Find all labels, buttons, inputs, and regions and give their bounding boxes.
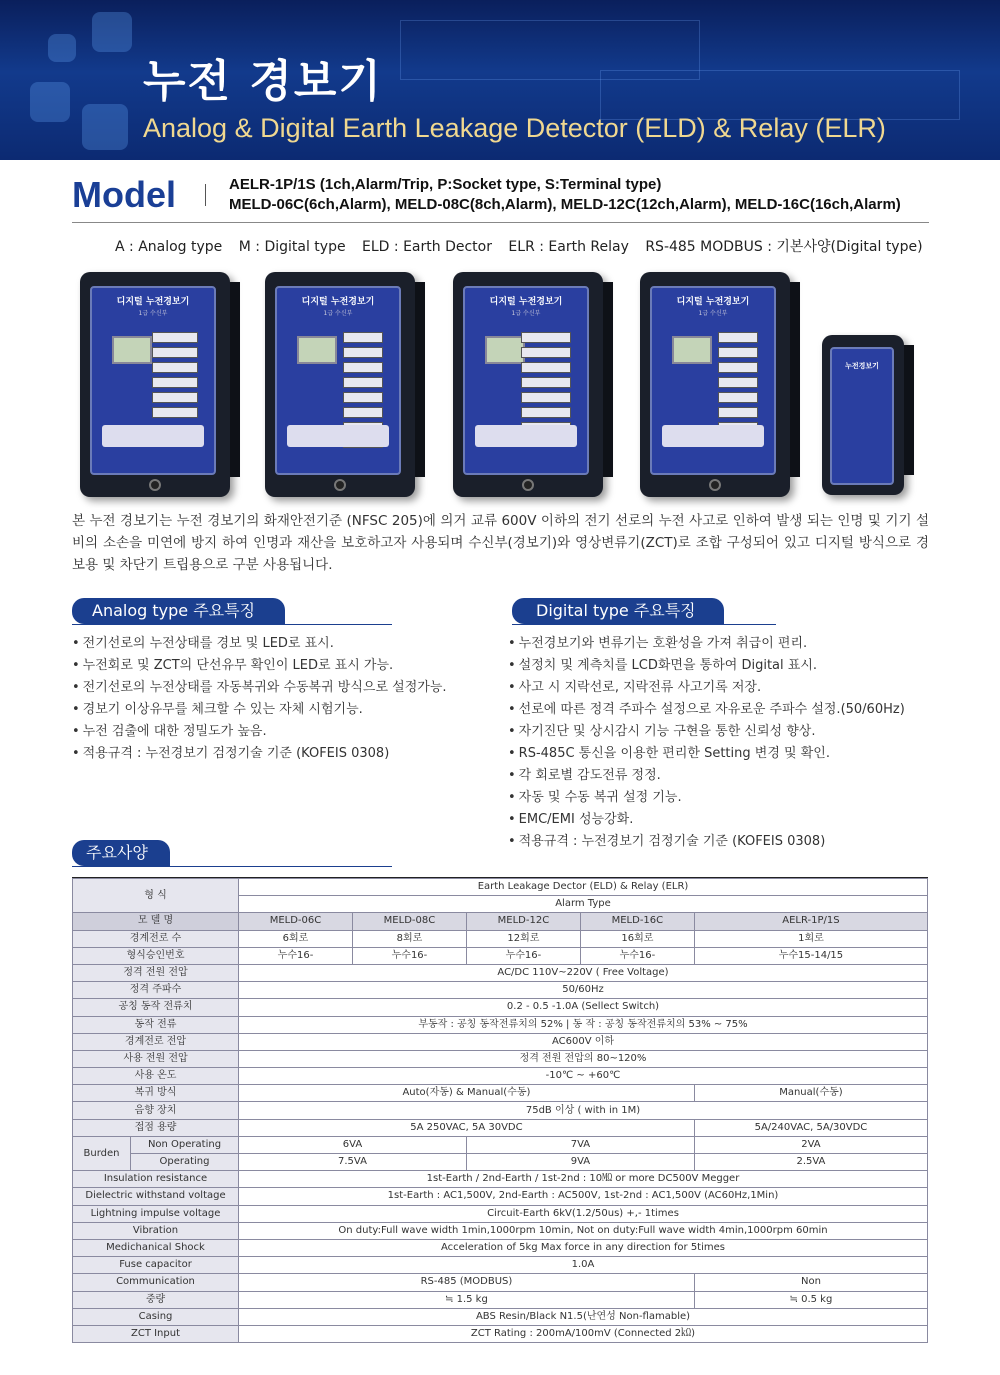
model-rule xyxy=(72,222,929,223)
table-row: Communication RS-485 (MODBUS) Non xyxy=(73,1274,928,1291)
list-item: • 전기선로의 누전상태를 자동복귀와 수동복귀 방식으로 설정가능. xyxy=(72,677,447,699)
row-label: 경계전로 전압 xyxy=(73,1033,239,1050)
table-row: Burden Non Operating 6VA 7VA 2VA xyxy=(73,1136,928,1153)
device-subtitle: 1급 수신부 xyxy=(138,310,168,317)
list-item: • 누전 검출에 대한 정밀도가 높음. xyxy=(72,721,447,743)
channel-keys xyxy=(521,332,571,437)
decor-square xyxy=(30,82,70,122)
row-label: 형식승인번호 xyxy=(73,947,239,964)
model-line-1: AELR-1P/1S (1ch,Alarm/Trip, P:Socket type, S:Terminal type) xyxy=(229,176,662,193)
channel-keys xyxy=(152,332,198,422)
digital-section-header xyxy=(512,598,776,628)
list-item: • 누전경보기와 변류기는 호환성을 가져 취급이 편리. xyxy=(508,633,905,655)
table-row: 음향 장치 75dB 이상 ( with in 1M) xyxy=(73,1102,928,1119)
product-image-meld-16c xyxy=(640,272,790,497)
table-row: 복귀 방식 Auto(자동) & Manual(수동) Manual(수동) xyxy=(73,1085,928,1102)
row-label: 정격 전원 전압 xyxy=(73,964,239,981)
table-row: 사용 온도 -10℃ ~ +60℃ xyxy=(73,1068,928,1085)
lcd-display xyxy=(485,336,525,364)
knob-icon xyxy=(334,479,346,491)
list-item: • 전기선로의 누전상태를 경보 및 LED로 표시. xyxy=(72,633,447,655)
row-label: 형 식 xyxy=(73,879,239,913)
table-row: 경계전로 전압 AC600V 이하 xyxy=(73,1033,928,1050)
lcd-display xyxy=(112,336,152,364)
model-divider xyxy=(205,184,206,206)
list-item: • 각 회로별 감도전류 정정. xyxy=(508,765,905,787)
list-item: • 경보기 이상유무를 체크할 수 있는 자체 시험기능. xyxy=(72,699,447,721)
table-row: 형식승인번호 누수16- 누수16- 누수16- 누수16- 누수15-14/15 xyxy=(73,947,928,964)
table-row: Insulation resistance 1st-Earth / 2nd-Earth / 1st-2nd : 10㏁ or more DC500V Megger xyxy=(73,1171,928,1188)
table-row: Vibration On duty:Full wave width 1min,1000rpm 10min, Not on duty:Full wave width 4min,1000rpm 60min xyxy=(73,1222,928,1239)
device-title: 누전경보기 xyxy=(845,362,879,370)
table-row: 중량 ≒ 1.5 kg ≒ 0.5 kg xyxy=(73,1291,928,1308)
spec-table xyxy=(72,878,928,1343)
row-label: 음향 장치 xyxy=(73,1102,239,1119)
table-row: 사용 전원 전압 정격 전원 전압의 80~120% xyxy=(73,1050,928,1067)
legend-analog: A : Analog type xyxy=(115,239,223,255)
table-row: Operating 7.5VA 9VA 2.5VA xyxy=(73,1154,928,1171)
row-label: 공칭 동작 전류치 xyxy=(73,999,239,1016)
row-label: Burden xyxy=(73,1136,131,1170)
list-item: • 선로에 따른 정격 주파수 설정으로 자유로운 주파수 설정.(50/60Hz) xyxy=(508,699,905,721)
intro-paragraph: 본 누전 경보기는 누전 경보기의 화재안전기준 (NFSC 205)에 의거 교류 600V 이하의 전기 선로의 누전 사고로 인하여 발생 되는 인명 및 기기 설비의 소손을 미연에 방지 하여 인명과 재산을 보호하고자 사용되며 수신부(경보기)와 영상변류기(ZCT)로 조합 구성되어 있고 디지털 방식으로 경보용 및 차단기 트립용으로 구분 사용됩니다. xyxy=(72,513,929,573)
knob-icon xyxy=(709,479,721,491)
table-row: Medichanical Shock Acceleration of 5kg Max force in any direction for 5times xyxy=(73,1239,928,1256)
list-item: • 설정치 및 계측치를 LCD화면을 통하여 Digital 표시. xyxy=(508,655,905,677)
row-label: Insulation resistance xyxy=(73,1171,239,1188)
table-row: 경계전로 수 6회로 8회로 12회로 16회로 1회로 xyxy=(73,930,928,947)
row-label: 정격 주파수 xyxy=(73,982,239,999)
device-title: 디지털 누전경보기 xyxy=(489,297,563,307)
legend-eld: ELD : Earth Dector xyxy=(362,239,492,255)
row-label: Communication xyxy=(73,1274,239,1291)
analog-feature-list xyxy=(72,633,447,765)
table-row: Dielectric withstand voltage 1st-Earth : AC1,500V, 2nd-Earth : AC500V, 1st-2nd : AC1,500V (AC60Hz,1Min) xyxy=(73,1188,928,1205)
button-row xyxy=(102,425,204,447)
lcd-display xyxy=(672,336,712,364)
row-label: 복귀 방식 xyxy=(73,1085,239,1102)
table-row: ZCT Input ZCT Rating : 200mA/100mV (Connected 2㏀) xyxy=(73,1325,928,1342)
analog-heading: Analog type 주요특징 xyxy=(72,598,285,624)
list-item: • 적용규격 : 누전경보기 검정기술 기준 (KOFEIS 0308) xyxy=(72,743,447,765)
knob-icon xyxy=(149,479,161,491)
table-row: Fuse capacitor 1.0A xyxy=(73,1257,928,1274)
model-line-2: MELD-06C(6ch,Alarm), MELD-08C(8ch,Alarm), MELD-12C(12ch,Alarm), MELD-16C(16ch,Alarm) xyxy=(229,196,901,213)
list-item: • 누전회로 및 ZCT의 단선유무 확인이 LED로 표시 가능. xyxy=(72,655,447,677)
device-subtitle: 1급 수신부 xyxy=(698,310,728,317)
row-label: Dielectric withstand voltage xyxy=(73,1188,239,1205)
page-subtitle: Analog & Digital Earth Leakage Detector (ELD) & Relay (ELR) xyxy=(143,113,886,143)
row-label: 사용 온도 xyxy=(73,1068,239,1085)
list-item: • RS-485C 통신을 이용한 편리한 Setting 변경 및 확인. xyxy=(508,743,905,765)
row-label: Vibration xyxy=(73,1222,239,1239)
product-image-aelr-1p xyxy=(822,335,904,495)
device-title: 디지털 누전경보기 xyxy=(301,297,375,307)
row-label: Fuse capacitor xyxy=(73,1257,239,1274)
list-item: • 사고 시 지락선로, 지락전류 사고기록 저장. xyxy=(508,677,905,699)
row-label: Casing xyxy=(73,1308,239,1325)
row-label: 접점 용량 xyxy=(73,1119,239,1136)
header-banner xyxy=(0,0,1000,160)
model-label: Model xyxy=(72,174,176,215)
decor-square xyxy=(82,104,128,150)
legend-elr: ELR : Earth Relay xyxy=(508,239,629,255)
table-row: 접점 용량 5A 250VAC, 5A 30VDC 5A/240VAC, 5A/30VDC xyxy=(73,1119,928,1136)
button-row xyxy=(287,425,389,447)
knob-icon xyxy=(522,479,534,491)
row-label: ZCT Input xyxy=(73,1325,239,1342)
table-row: Casing ABS Resin/Black N1.5(난연성 Non-flamable) xyxy=(73,1308,928,1325)
analog-section-header xyxy=(72,598,392,628)
button-row xyxy=(475,425,577,447)
product-image-meld-06c xyxy=(80,272,230,497)
list-item: • 적용규격 : 누전경보기 검정기술 기준 (KOFEIS 0308) xyxy=(508,831,905,853)
product-image-meld-12c xyxy=(453,272,603,497)
row-label: 경계전로 수 xyxy=(73,930,239,947)
list-item: • EMC/EMI 성능강화. xyxy=(508,809,905,831)
device-title: 디지털 누전경보기 xyxy=(116,297,190,307)
device-subtitle: 1급 수신부 xyxy=(323,310,353,317)
product-image-meld-08c xyxy=(265,272,415,497)
row-label: 모 델 명 xyxy=(73,913,239,930)
row-label: 사용 전원 전압 xyxy=(73,1050,239,1067)
table-row: 정격 전원 전압 AC/DC 110V~220V ( Free Voltage) xyxy=(73,964,928,981)
row-label: 동작 전류 xyxy=(73,1016,239,1033)
lcd-display xyxy=(297,336,337,364)
decor-square xyxy=(48,34,76,62)
row-label: 중량 xyxy=(73,1291,239,1308)
table-row: Alarm Type xyxy=(73,896,928,913)
table-row: 동작 전류 부동작 : 공칭 동작전류치의 52% | 동 작 : 공칭 동작전류치의 53% ~ 75% xyxy=(73,1016,928,1033)
digital-heading: Digital type 주요특징 xyxy=(512,598,724,624)
button-row xyxy=(662,425,764,447)
spec-heading: 주요사양 xyxy=(72,840,170,866)
table-row: 공칭 동작 전류치 0.2 - 0.5 -1.0A (Sellect Switch) xyxy=(73,999,928,1016)
table-row: Lightning impulse voltage Circuit-Earth 6kV(1.2/50us) +,- 1times xyxy=(73,1205,928,1222)
spec-section-header xyxy=(72,840,392,870)
table-row: 정격 주파수 50/60Hz xyxy=(73,982,928,999)
list-item: • 자기진단 및 상시감시 기능 구현을 통한 신뢰성 향상. xyxy=(508,721,905,743)
legend-rs485: RS-485 MODBUS : 기본사양(Digital type) xyxy=(645,239,923,255)
channel-keys xyxy=(718,332,758,437)
list-item: • 자동 및 수동 복귀 설정 기능. xyxy=(508,787,905,809)
device-subtitle: 1급 수신부 xyxy=(511,310,541,317)
legend-digital: M : Digital type xyxy=(238,239,346,255)
row-label: Lightning impulse voltage xyxy=(73,1205,239,1222)
decor-square xyxy=(92,12,132,52)
page-title: 누전 경보기 xyxy=(143,56,383,107)
device-title: 디지털 누전경보기 xyxy=(676,297,750,307)
type-legend xyxy=(115,236,923,256)
row-label: Medichanical Shock xyxy=(73,1239,239,1256)
table-row: 형 식 Earth Leakage Dector (ELD) & Relay (ELR) xyxy=(73,879,928,896)
digital-feature-list xyxy=(508,633,905,853)
table-row: 모 델 명 MELD-06C MELD-08C MELD-12C MELD-16C AELR-1P/1S xyxy=(73,913,928,930)
